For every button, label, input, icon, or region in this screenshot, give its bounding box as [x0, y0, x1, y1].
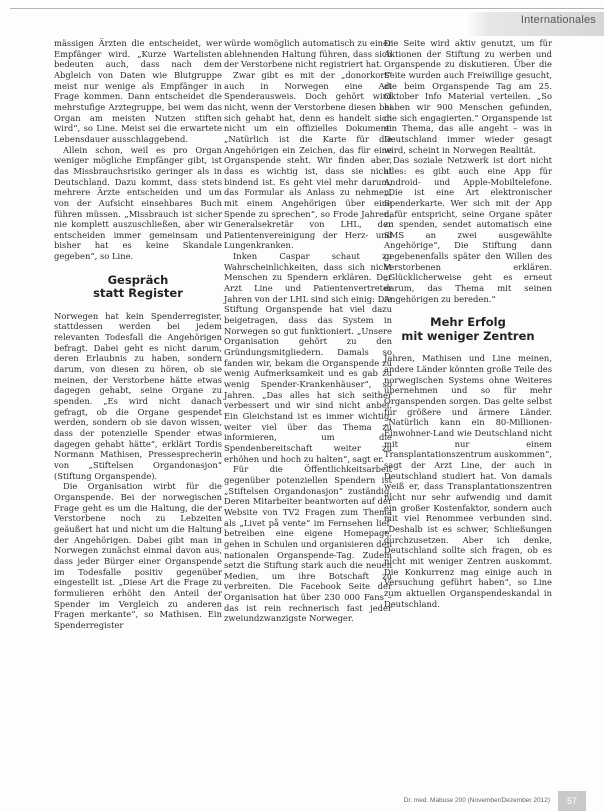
- paragraph: Für die Öffentlichkeitsarbeit gegenüber potenziellen Spendern ist „Stiftelsen Organdonasjon“ zuständig. Deren Mitarbeiter beantworten auf der Website von TV2 Fragen zum Thema als „Livet på vente“ im Fernsehen lief, betreiben eine eigene Homepage, gehen in Schulen und organisieren den nationalen Organspende-Tag. Zudem setzt die Stiftung stark auch die neuen Medien, um ihre Botschaft zu verbreiten. Die Facebook Seite der Organisation hat über 230 000 Fans – das ist rein rechnerisch fast jeder zweiundzwanzigste Norweger.: [224, 464, 392, 624]
- paragraph: Zwar gibt es mit der „donorkort“ auch in Norwegen eine Art Spenderausweis. Doch gehört wird nicht, wenn der Verstorbene diesen bei sich gehabt hat, denn es handelt sich nicht um ein offizielles Dokument. „Natürlich ist die Karte für die Angehörigen ein Zeichen, das für eine Organspende steht. Wir finden aber, dass es wichtig ist, dass sie nicht bindend ist. Es geht viel mehr darum, das Formular als Anlass zu nehmen, mit einem Angehörigen über eine Spende zu sprechen“, so Frode Jahren, Generalsekretär von LHL, der Patientenvereinigung der Herz- und Lungenkranken.: [224, 69, 392, 251]
- subheading-line: Gespräch: [107, 272, 169, 287]
- paragraph: mässigen Ärzten die entscheidet, wer Empfänger wird. „Kurze Wartelisten bedeuten auch, dass nach dem Abgleich von Daten wie Blutgruppe meist nur wenige als Empfänger in Frage kommen. Dann entscheidet die mehrstufige Arztegruppe, bei wem das Organ am meisten Nutzen stiften wird“, so Line. Meist sei die erwartete Lebensdauer ausschlaggebend.: [54, 38, 222, 144]
- section-label: Internationales: [520, 14, 596, 26]
- paragraph: Norwegen hat kein Spenderregister, stattdessen werden bei jedem relevanten Todesfall die Angehörigen befragt. Dabei geht es nicht darum, deren Erlaubnis zu haben, sondern darum, von diesen zu hören, ob sie meinen, der Verstorbene hätte etwas dagegen gehabt, seine Organe zu spenden. „Es wird nicht danach gefragt, ob die Organe gespendet werden, sondern ob sie davon wissen, dass der potenzielle Spender etwas dagegen gehabt hätte“, erklärt Tordis Normann Mathisen, Pressesprecherin von „Stiftelsen Organdonasjon“ (Stiftung Organspende).: [54, 310, 222, 481]
- paragraph: würde womöglich automatisch zu einer ablehnenden Haltung führen, dass sich der Verstorbene nicht registriert hat.: [224, 38, 392, 70]
- subheading: [384, 316, 552, 343]
- paragraph: Inken Caspar schaut zu Wahrscheinlichkeiten, dass sich nicht Menschen zu Spendern erklären. Der Arzt Line und Patientenvertreter Jahren von der LHL sind sich einig: Die Stiftung Organspende hat viel dazu beigetragen, dass das System in Norwegen so gut funktioniert. „Unsere Organisation gehört zu den Gründungsmitgliedern. Damals so fanden wir, bekam die Organspende zu wenig Aufmerksamkeit und es gab zu wenig Spender-Krankenhäuser“, so Jahren. „Das alles hat sich seither verbessert und wir sind nicht anbei. Ein Gleichstand ist es immer wichtig, weiter viel über das Thema zu informieren, um die Spendenbereitschaft weiter zu erhöhen und hoch zu halten“, sagt er.: [224, 251, 392, 464]
- paragraph: Die Seite wird aktiv genutzt, um für Aktionen der Stiftung zu werben und Organspende zu diskutieren. Über die Seite wurden auch Freiwillige gesucht, die beim Organspende Tag am 25. Oktober Info Material verteilen. „So haben wir 900 Menschen gefunden, die sich engagierten.“ Organspende ist ein Thema, das alle angeht – was in Deutschland immer wieder gesagt wird, scheint in Norwegen Realität.: [384, 38, 552, 155]
- page-number: 57: [558, 791, 586, 811]
- paragraph: Die Organisation wirbt für die Organspende. Bei der norwegischen Frage geht es um die Haltung, die der Verstorbene noch zu Lebzeiten geäußert hat und nicht um die Haltung der Angehörigen. Dabei gibt man in Norwegen zunächst einmal davon aus, dass jeder Bürger einer Organspende im Todesfalle positiv gegenüber eingestellt ist. „Diese Art die Frage zu formulieren erhöht den Anteil der Spender im Vergleich zu anderen Fragen merkante“, so Mathisen. Ein Spenderregister: [54, 481, 222, 630]
- paragraph: Jahren, Mathisen und Line meinen, andere Länder könnten große Teile des norwegischen Systems ohne Weiteres übernehmen und so für mehr Organspenden sorgen. Das gelte selbst für größere und ärmere Länder. „Natürlich kann ein 80-Millionen-Einwohner-Land wie Deutschland nicht mit nur einem Transplantationszentrum auskommen“, sagt der Arzt Line, der auch in Deutschland studiert hat. Von damals weiß er, dass Transplantationszentren nicht nur sehr aufwendig und damit ein großer Kostenfaktor, sondern auch mit viel Renommee verbunden sind. „Deshalb ist es schwer, Schließungen durchzusetzen. Aber ich denke, Deutschland sollte sich fragen, ob es nicht mit weniger Zentren auskommt. Die Konkurrenz mag einige auch in Versuchung geführt haben“, so Line zum aktuellen Organspendeskandal in Deutschland.: [384, 353, 552, 609]
- paragraph: Allein schon, weil es pro Organ weniger mögliche Empfänger gibt, ist das Missbrauchsrisiko geringer als in Deutschland. Dazu kommt, dass stets mehrere Ärzte entscheiden und um von der Aufsicht einsehbares Buch führen müssen. „Missbrauch ist sicher nie komplett auszuschließen, aber wir entscheiden immer gemeinsam und bisher hat es keine Skandale gegeben“, so Line.: [54, 144, 222, 262]
- subheading-line: statt Register: [93, 286, 183, 301]
- paragraph: Das soziale Netzwerk ist dort nicht alles: es gibt auch eine App für Android- und Apple-Mobiltelefone. „Die ist eine Art elektronischer Spenderkarte. Wer sich mit der App dafür entspricht, seine Organe später zu spenden, sendet automatisch eine SMS an zwei ausgewählte Angehörige“, Die Stiftung dann gegebenenfalls später den Willen des Verstorbenen erklären. „Glücklicherweise geht es erneut darum, das Thema mit seinen Angehörigen zu bereden.“: [384, 155, 552, 304]
- header-rule: [10, 8, 604, 9]
- subheading-line: Mehr Erfolg: [430, 315, 506, 330]
- subheading-line: mit weniger Zentren: [401, 328, 535, 343]
- footer-citation: Dr. med. Mabuse 200 (November/Dezember 2012): [403, 797, 550, 804]
- column-1: [54, 38, 222, 630]
- column-2: [224, 38, 392, 624]
- subheading: [54, 274, 222, 301]
- column-3: [384, 38, 552, 609]
